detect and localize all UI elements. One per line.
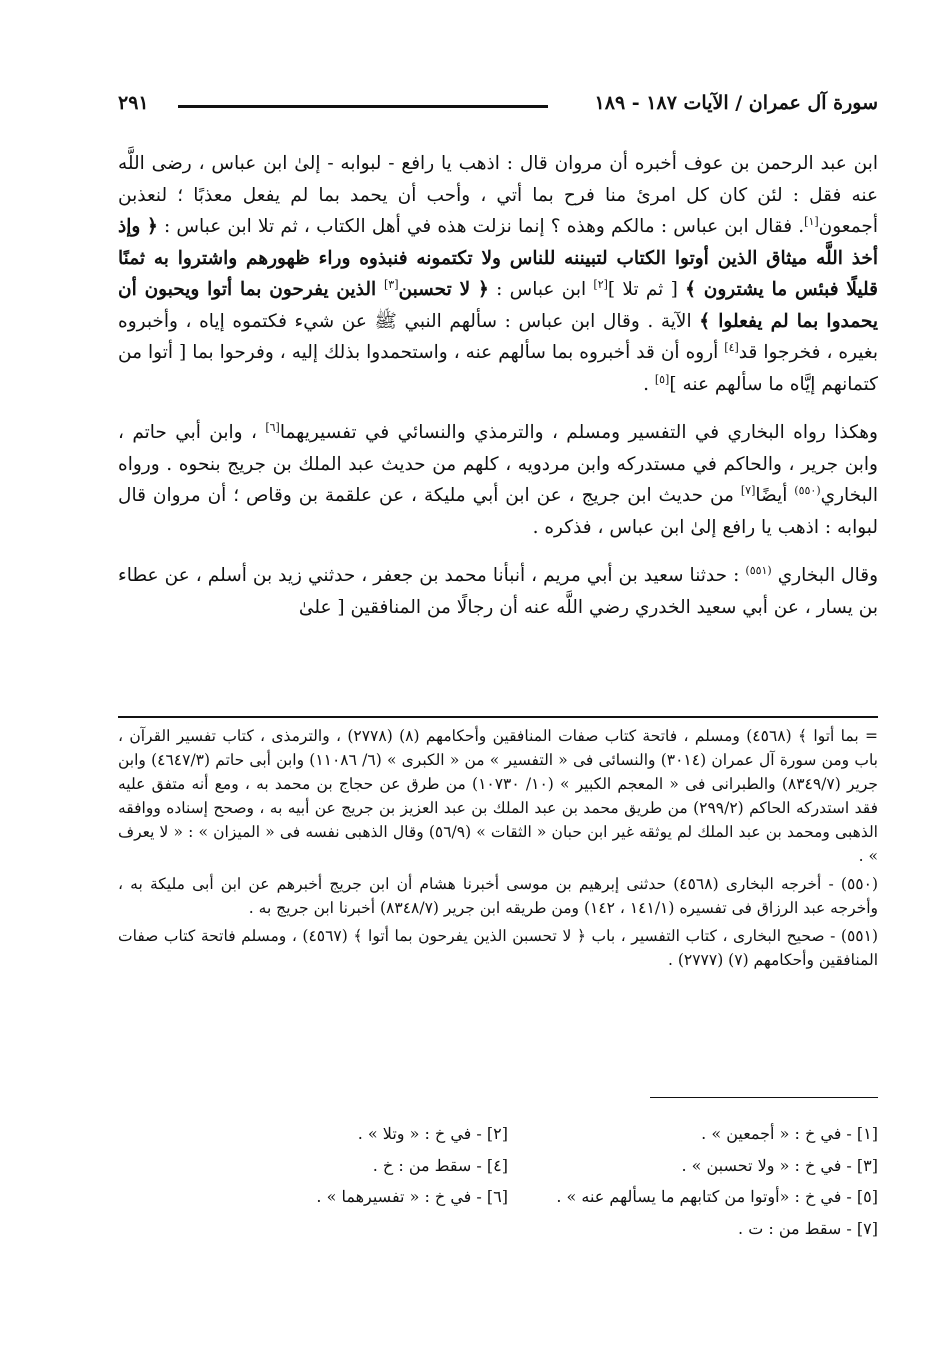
footnotes — [118, 724, 878, 976]
footnote-marker: (٥٥١) — [745, 563, 772, 577]
page-number: ٢٩١ — [118, 92, 149, 114]
paragraph-2 — [118, 417, 878, 543]
text-run: ابن عبد الرحمن بن عوف أخبره أن مروان قال : اذهب يا رافع - لبوابه - إلىٰ ابن عباس ، رضى اللَّه عنه فقل : لئن كان كل امرئ منا فرح بما أتي ، وأحب أن يحمد بما لم يفعل معذبًا ؛ لنعذبن أجمعون — [118, 153, 878, 237]
footnote-551: (٥٥١) - صحيح البخارى ، كتاب التفسير ، باب ﴿ لا تحسبن الذين يفرحون بما أتوا ﴾ (٤٥٦٧) ، ومسلم فاتحة كتاب صفات المنافقين وأحكامهم (٧) (٢٧٧٧) . — [118, 927, 878, 969]
header-rule — [178, 105, 548, 108]
variant-note: [٧] - سقط من : ت . — [738, 1218, 878, 1238]
variant-row — [118, 1213, 878, 1245]
quran-verse: الذين يفرحون بما أتوا ويحبون أن يحمدوا بما لم يفعلوا ﴾ — [118, 279, 878, 332]
running-header — [118, 92, 878, 124]
variant-row — [118, 1181, 878, 1213]
running-title: سورة آل عمران / الآيات ١٨٧ - ١٨٩ — [594, 92, 878, 114]
variant-note: [٦] - في خ : « تفسيرهما » . — [316, 1187, 508, 1206]
paragraph-3 — [118, 560, 878, 623]
variant-marker: [٢] — [593, 277, 608, 291]
text-run: . فقال ابن عباس : مالكم وهذه ؟ إنما نزلت هذه في أهل الكتاب ، ثم تلا ابن عباس : — [157, 216, 805, 237]
paragraph-1 — [118, 148, 878, 400]
variant-note: [٢] - في خ : « وتلا » . — [357, 1124, 508, 1143]
variant-note: [٤] - سقط من : خ . — [372, 1155, 508, 1175]
footnote-marker: (٥٥٠) — [794, 483, 821, 497]
variant-note: [١] - في خ : « أجمعين » . — [701, 1124, 878, 1143]
variant-marker: [٧] — [740, 483, 756, 497]
quran-verse: ﴿ لا تحسبن — [398, 279, 489, 300]
manuscript-variants — [118, 1118, 878, 1244]
variants-divider — [650, 1097, 878, 1098]
text-run: أيضًا — [755, 485, 795, 506]
text-run: وهكذا رواه البخاري في التفسير ومسلم ، والترمذي والنسائي في تفسيريهما — [279, 422, 878, 443]
text-run: أروه أن قد أخبروه بما سألهم عنه ، واستحمدوا بذلك إليه ، وفرحوا بما [ أتوا من كتمانهم إيَّاه ما سألهم عنه ] — [118, 342, 878, 395]
text-run: : حدثنا سعيد بن أبي مريم ، أنبأنا محمد بن جعفر ، حدثني زيد بن أسلم ، عن عطاء بن يسار ، عن أبي سعيد الخدري رضي اللَّه عنه أن رجالًا من المنافقين [ علىٰ — [118, 565, 878, 618]
text-run: الآية . وقال ابن عباس : سألهم النبي ﷺ عن شيء فكتموه إياه ، وأخبروه بغيره ، فخرجوا قد — [118, 310, 878, 363]
variant-note: [٣] - في خ : « ولا تحسبن » . — [681, 1155, 878, 1175]
text-run: ابن عباس : — [488, 279, 594, 300]
variant-marker: [٤] — [724, 340, 739, 354]
main-text — [118, 148, 878, 640]
variant-note: [٥] - في خ : «أوتوا من كتابهم ما يسألهم عنه » . — [556, 1187, 878, 1206]
variant-marker: [١] — [804, 214, 819, 228]
variant-marker: [٥] — [654, 372, 670, 386]
quran-verse: ﴿ وإذ أخذ اللَّه ميثاق الذين أوتوا الكتاب لتبيننه للناس ولا تكتمونه فنبذوه وراء ظهورهم واشتروا به ثمنًا قليلًا فبئس ما يشترون ﴾ — [118, 216, 878, 300]
variant-marker: [٦] — [265, 420, 280, 434]
text-run: . — [643, 373, 655, 395]
footnote-continued: = بما أتوا ﴾ (٤٥٦٨) ومسلم ، فاتحة كتاب صفات المنافقين وأحكامهم (٨) (٢٧٧٨) ، والترمذى ، كتاب تفسير القرآن ، باب ومن سورة آل عمران (٣٠١٤) والنسائى فى « التفسير » من « الكبرى » (٦/ ١١٠٨٦) وابن أبى حاتم (٤٦٤٧/٣) وابن جرير (٨٣٤٩/٧) والطبرانى فى « المعجم الكبير » (١٠/ ١٠٧٣٠) من طرق عن حجاج بن محمد به ، ومع أنه متفق عليه فقد استدركه الحاكم (٢٩٩/٢) من طريق محمد بن عبد الملك بن عبد العزيز بن جريج عن أبيه به ، وصحح إسناده ووافقه الذهبى ومحمد بن عبد الملك لم يوثقه غير ابن حبان « الثقات » (٥٦/٩) وقال الذهبى نفسه فى « الميزان » : « لا يعرف » . — [118, 727, 878, 865]
text-run: وقال البخاري — [771, 565, 878, 586]
variant-row — [118, 1150, 878, 1182]
footnote-550: (٥٥٠) - أخرجه البخارى (٤٥٦٨) حدثنى إبرهيم بن موسى أخبرنا هشام أن ابن جريج أخبرهم عن ابن أبى مليكة به ، وأخرجه عبد الرزاق فى تفسيره (١٤١/١ ، ١٤٢) ومن طريقه ابن جرير (٨٣٤٨/٧) أخبرنا ابن جريج به . — [118, 875, 878, 917]
variant-row — [118, 1118, 878, 1150]
variant-marker: [٣] — [383, 277, 399, 291]
text-run: من حديث ابن جريج ، عن ابن أبي مليكة ، عن علقمة بن وقاص ؛ أن مروان قال لبوابه : اذهب يا رافع إلىٰ ابن عباس ، فذكره . — [118, 485, 878, 538]
text-run: [ ثم تلا ] — [607, 279, 686, 300]
footnotes-divider — [118, 716, 878, 718]
text-run: ، وابن أبي حاتم ، وابن جرير ، والحاكم في مستدركه وابن مردويه ، كلهم من حديث عبد الملك بن جريج بنحوه . ورواه البخاري — [118, 422, 878, 506]
